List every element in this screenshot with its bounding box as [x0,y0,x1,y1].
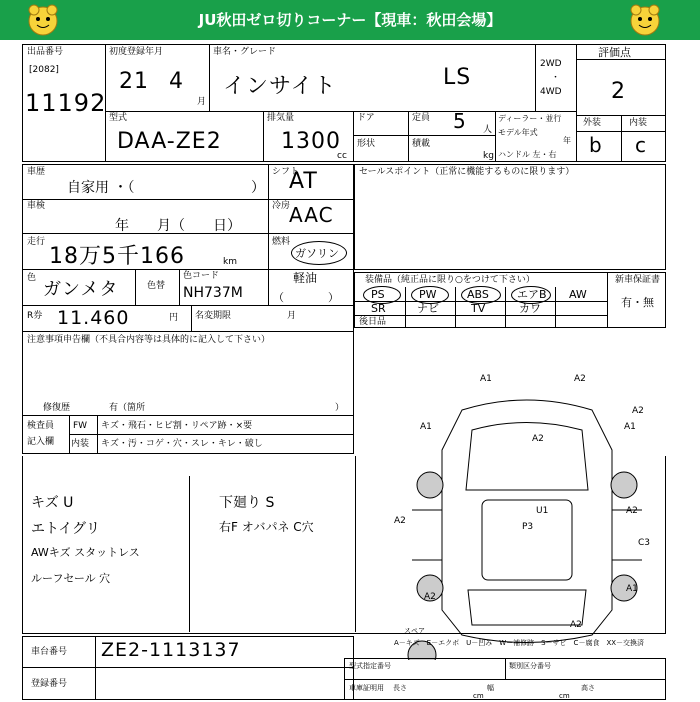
damage-mark: A2 [626,506,638,516]
name-label: 車名・グレード [213,47,277,57]
mascot-icon [628,4,662,36]
owner-change-label: 名変期限 [195,311,232,321]
damage-mark: A2 [632,406,644,416]
score-value: 2 [611,79,626,104]
shift-label: シフト [272,167,300,177]
damage-mark: A2 [532,434,544,444]
disp-value: 1300 [281,129,341,154]
selling-label: セールスポイント（正常に機能するものに限ります） [359,167,575,177]
tax-label: R券 [27,311,43,321]
later-items-label: 後日品 [359,317,387,327]
load-label: 積載 [412,139,431,149]
tax-value: 11.460 [57,307,130,329]
fuel-diesel: 軽油 [293,271,318,285]
lot-label: 出品番号 [27,47,64,57]
int-label: 内装 [629,118,648,128]
repair-paren: ） [335,403,345,413]
car-grade: LS [443,65,472,90]
warranty-label: 新車保証書 [615,275,661,285]
fw-items: キズ・飛石・ヒビ割・リペア跡・×要 [101,421,253,431]
damage-mark: A2 [570,620,582,630]
handle-label: ハンドル 左・右 [498,150,557,159]
damage-mark: A1 [624,422,636,432]
reg-label: 初度登録年月 [109,47,164,57]
damage-mark: U1 [536,506,549,516]
fuel-gasoline: ガソリン [295,247,339,260]
garage-cert-label: 車庫証明用 [349,684,384,692]
int-score: c [635,133,647,157]
width-label: 幅 [487,684,494,692]
ext-score: b [589,133,603,157]
use-value: 自家用 ・（ [67,180,135,196]
yen-unit: 円 [169,313,179,323]
disp-label: 排気量 [267,113,295,123]
left-middle-section [22,164,354,454]
reg-year: 21 [119,69,149,94]
color-value: ガンメタ [43,279,119,300]
chassis-label: 車台番号 [31,647,68,657]
repair-label: 修復歴 [43,403,71,413]
length-unit: cm [473,692,484,700]
chassis-number: ZE2-1113137 [101,639,241,661]
reg-month: 4 [169,69,184,94]
fuel-label: 燃料 [272,237,291,247]
type-number-box [344,658,666,700]
auction-sheet [22,44,666,700]
model-year-label: モデル年式 [498,128,538,137]
color-code-label: 色コード [183,271,220,281]
model-label: 型式 [109,113,128,123]
wd-dot: ・ [551,73,561,83]
memo-right-1: 下廻り S [219,495,275,511]
shape-label: 形状 [357,139,376,149]
equip-leather: カワ [519,302,541,315]
use-paren: ） [251,180,265,196]
length-label: 長さ [393,684,407,692]
inspect-date: 年 月（ 日） [115,218,241,234]
warranty-value: 有・無 [621,296,654,309]
class-number-label: 類別区分番号 [509,662,551,670]
repair-value: 有（箇所 [109,403,146,413]
color-code-value: NH737M [183,285,243,301]
equip-aw: AW [569,288,587,301]
mileage-label: 走行 [27,237,46,247]
spare-label: スペア [404,627,425,635]
color-label: 色 [27,273,37,283]
memo-left-2: エトイグリ [31,521,101,537]
memo-right-2: 右F オバパネ C穴 [219,520,314,534]
ext-label: 外装 [583,118,602,128]
damage-mark: A1 [480,374,492,384]
km-unit: km [223,257,237,267]
fuel-other: （ ） [273,291,339,304]
damage-mark: C3 [638,538,651,548]
mileage-value: 18万5千166 [49,244,185,269]
damage-mark: P3 [522,522,534,532]
lot-number: 11192 [25,89,107,117]
equip-navi: ナビ [417,302,439,315]
equip-sr: SR [371,302,386,315]
kg-unit: kg [483,151,494,161]
memo-left-1: キズ U [31,495,74,511]
selling-points-box [354,164,666,270]
damage-mark: A2 [574,374,586,384]
damage-mark: A1 [420,422,432,432]
equipment-box [354,272,666,328]
int-row-label: 内装 [71,439,90,449]
use-label: 車歴 [27,167,46,177]
fw-label: FW [73,421,88,431]
equipment-label: 装備品（純正品に限り○をつけて下さい） [365,275,535,285]
month-unit: 月 [197,97,207,107]
height-label: 高さ [581,684,595,692]
owner-month-unit: 月 [287,311,297,321]
year-unit: 年 [563,136,571,145]
top-section [22,44,666,162]
person-unit: 人 [483,125,493,135]
color-change-label: 色替 [147,281,166,291]
shift-value: AT [289,169,318,194]
type-designation-label: 型式指定番号 [349,662,391,670]
ac-label: 冷房 [272,201,291,211]
2wd-label: 2WD [540,59,562,69]
equip-tv: TV [471,302,486,315]
damage-mark: A1 [626,584,638,594]
car-name: インサイト [223,74,337,99]
damage-legend: A－キズ E－エクボ U－凹み W－補修跡 S－サビ C－腐食 XX－交換済 [394,639,645,647]
inspector-entry-label: 記入欄 [27,437,55,447]
notes-label: 注意事項申告欄（不具合内容等は具体的に記入して下さい） [27,335,271,345]
score-label: 評価点 [598,46,631,59]
memo-left-3: AWキズ スタットレス [31,546,140,559]
damage-mark: A2 [394,516,406,526]
dealer-label: ディーラー・並行 [498,114,562,123]
damage-mark: A2 [424,592,436,602]
inspect-label: 車検 [27,201,46,211]
cap-label: 定員 [412,113,431,123]
equip-ps: PS [371,288,385,301]
4wd-label: 4WD [540,87,562,97]
int-items: キズ・汚・コゲ・穴・スレ・キレ・破し [101,439,263,449]
memo-left-4: ルーフセール 穴 [31,572,111,585]
inspector-label: 検査員 [27,421,55,431]
page-title: JU秋田ゼロ切りコーナー【現車：秋田会場】 [198,11,502,29]
equip-abs: ABS [467,288,489,301]
chassis-box [22,636,354,700]
ac-value: AAC [289,203,334,227]
reg-number-label: 登録番号 [31,679,68,689]
cap-value: 5 [453,109,467,133]
car-damage-diagram [392,360,662,660]
door-label: ドア [357,113,375,123]
width-unit: cm [559,692,570,700]
model-value: DAA-ZE2 [117,129,222,154]
equip-pw: PW [419,288,437,301]
lot-sub: [2082] [29,65,59,75]
fuel-circle-mark [291,241,347,265]
equip-airbag: エアB [517,288,547,301]
header-bar [0,0,700,40]
cc-unit: cc [337,151,347,161]
